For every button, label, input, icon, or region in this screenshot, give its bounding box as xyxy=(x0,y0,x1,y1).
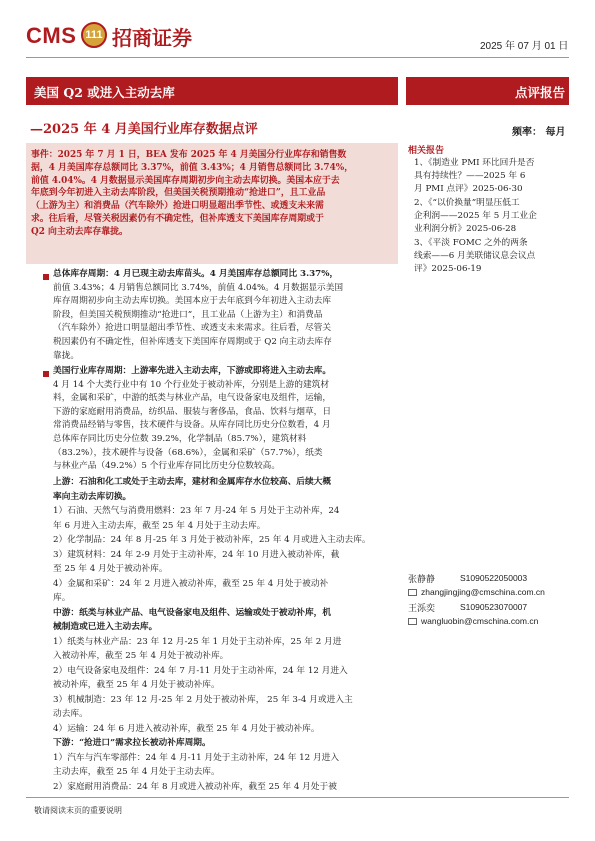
event-line: 事件：2025 年 7 月 1 日，BEA 发布 2025 年 4 月美国分行业库存和销售数 xyxy=(31,150,347,160)
detail-line: 械制造或已进入主动去库。 xyxy=(53,622,158,632)
analyst-email[interactable]: zhangjingjing@cmschina.com.cn xyxy=(421,587,545,597)
logo-badge-icon: 111 xyxy=(81,22,107,48)
related-report-item[interactable] xyxy=(414,157,574,196)
related-line: 线索——6 月美联储议息会议点 xyxy=(414,251,536,261)
detail-line: 入被动补库，截至 25 年 4 月处于被动补库。 xyxy=(53,651,229,661)
detail-line: 库。 xyxy=(53,593,71,603)
detail-line: 上游：石油和化工或处于主动去库，建材和金属库存水位较高、后续大概 xyxy=(53,477,331,487)
analyst-code: S1090523070007 xyxy=(460,602,528,612)
analyst-code: S1090522050003 xyxy=(460,573,528,583)
body-line: 库存周期初步向主动去库切换。美国本应于去年底到今年初进入主动去库 xyxy=(53,296,331,307)
bullet-icon xyxy=(43,274,49,280)
event-text xyxy=(31,149,393,239)
detail-line: 率向主动去库切换。 xyxy=(53,491,132,502)
detail-line: 2）家庭耐用消费品：24 年 8 月或进入被动补库，截至 25 年 4 月处于被 xyxy=(53,781,337,792)
body-line: 靠拢。 xyxy=(53,350,80,361)
detail-line: 4）金属和采矿：24 年 2 月进入被动补库，截至 25 年 4 月处于被动补 xyxy=(53,578,329,589)
detail-line: 中游：纸类与林业产品、电气设备家电及组件、运输或处于被动补库，机 xyxy=(53,607,331,618)
body-line: （汽车除外）抢进口明显超出季节性、或透支未来需求。往后看，尽管关 xyxy=(53,323,331,334)
body-line: 与林业产品（49.2%）5 个行业库存同比历史分位数较高。 xyxy=(53,461,281,472)
detail-line: 至 25 年 4 月处于被动补库。 xyxy=(53,564,168,574)
report-subtitle: —2025 年 4 月美国行业库存数据点评 xyxy=(30,122,258,137)
header-divider xyxy=(26,57,569,58)
body-line: 美国行业库存周期：上游率先进入主动去库，下游或即将进入主动去库。 xyxy=(53,366,331,376)
section-overall-inventory xyxy=(53,268,396,363)
body-line: 下游的家庭耐用消费品，纺织品、服装与奢侈品，食品、饮料与烟草，日 xyxy=(53,406,331,417)
related-line: 业利润分析》2025-06-28 xyxy=(414,224,517,234)
event-line: 年底到今年初进入主动去库阶段，但美国关税预期推动“抢进口”，且工业品 xyxy=(31,188,326,199)
section-details xyxy=(53,475,396,794)
body-line: 税因素仍有不确定性，但补库透支下美国库存周期或于 Q2 向主动去库存 xyxy=(53,336,332,347)
detail-line: 年 6 月进入主动去库，截至 25 年 4 月处于主动去库。 xyxy=(53,520,266,531)
detail-line: 3）机械制造：23 年 12 月-25 年 2 月处于被动补库， 25 年 3-4 月或进入主 xyxy=(53,694,353,705)
event-line: Q2 向主动去库存靠拢。 xyxy=(31,226,128,237)
detail-line: 1）纸类与林业产品：23 年 12 月-25 年 1 月处于主动补库，25 年 2 月进 xyxy=(53,636,342,647)
event-line: 据，4 月美国库存总额同比 3.37%，前值 3.43%；4 月销售总额同比 3.74%， xyxy=(31,162,354,173)
analyst-email[interactable]: wangluobin@cmschina.com.cn xyxy=(421,616,539,626)
related-reports-title: 相关报告 xyxy=(408,146,445,156)
detail-line: 2）电气设备家电及组件：24 年 7 月-11 月处于主动补库，24 年 12 月进入 xyxy=(53,665,348,676)
related-line: 企利润——2025 年 5 月工业企 xyxy=(414,211,537,221)
detail-line: 被动补库，截至 25 年 4 月处于被动补库。 xyxy=(53,680,220,690)
detail-line: 1）汽车与汽车零部件：24 年 4 月-11 月处于主动补库，24 年 12 月进入 xyxy=(53,752,340,763)
analyst-name: 张静静 xyxy=(408,575,436,585)
detail-line: 主动去库，截至 25 年 4 月处于主动去库。 xyxy=(53,767,220,777)
related-line: 月 PMI 点评》2025-06-30 xyxy=(414,184,523,194)
body-line: 总体库存同比历史分位数 39.2%，化学制品（85.7%），建筑材料 xyxy=(53,433,307,444)
email-icon xyxy=(408,589,417,596)
event-line: 求。往后看，尽管关税因素仍有不确定性，但补库透支下美国库存周期或于 xyxy=(31,213,324,224)
detail-line: 下游：“抢进口”需求拉长被动补库周期。 xyxy=(53,738,211,748)
detail-line: 3）建筑材料：24 年 2-9 月处于主动补库，24 年 10 月进入被动补库，截 xyxy=(53,549,340,560)
frequency-label: 频率： 每月 xyxy=(512,127,566,138)
footer-disclaimer: 敬请阅读末页的重要说明 xyxy=(34,806,122,815)
related-report-item[interactable] xyxy=(414,237,574,276)
event-line: 前值 4.04%。4 月数据显示美国库存周期初步向主动去库切换。美国本应于去 xyxy=(31,175,340,186)
related-report-item[interactable] xyxy=(414,197,574,236)
body-line: 前值 3.43%；4 月销售总额同比 3.74%，前值 4.04%。4 月数据显示美国 xyxy=(53,282,344,293)
report-type-tag: 点评报告 xyxy=(515,85,566,100)
detail-line: 1）石油、天然气与消费用燃料：23 年 7 月-24 年 5 月处于主动补库，24 xyxy=(53,506,340,516)
detail-line: 4）运输：24 年 6 月进入被动补库，截至 25 年 4 月处于被动补库。 xyxy=(53,723,320,734)
body-line: （83.2%），技术硬件与设备（68.6%），金属和采矿（57.7%），纸类 xyxy=(53,447,323,458)
related-line: 3、《平淡 FOMC 之外的两条 xyxy=(414,238,528,248)
detail-line: 动去库。 xyxy=(53,709,88,719)
bullet-icon xyxy=(43,371,49,377)
related-line: 1、《制造业 PMI 环比回升是否 xyxy=(414,158,535,168)
event-line: （上游为主）和消费品（汽车除外）抢进口明显超出季节性、或透支未来需 xyxy=(31,201,324,212)
detail-line: 2）化学制品：24 年 8 月-25 年 3 月处于被动补库，25 年 4 月或进入主动去库。 xyxy=(53,535,371,545)
logo-chinese-name: 招商证券 xyxy=(112,26,192,50)
report-title: 美国 Q2 或进入主动去库 xyxy=(34,85,175,100)
analyst-name: 王泺奕 xyxy=(408,604,436,614)
body-line: 4 月 14 个大类行业中有 10 个行业处于被动补库，分别是上游的建筑材 xyxy=(53,379,330,390)
footer-divider xyxy=(26,797,569,798)
report-date: 2025 年 07 月 01 日 xyxy=(480,41,569,52)
body-line: 阶段，但美国关税预期推动“抢进口”，且工业品（上游为主）和消费品 xyxy=(53,309,323,320)
email-icon xyxy=(408,618,417,625)
related-line: 2、《“以价换量”明显压低工 xyxy=(414,198,520,208)
related-line: 具有持续性？——2025 年 6 xyxy=(414,171,526,181)
body-line: 常消费品经销与零售，技术硬件与设备。从库存同比历史分位数看，4 月 xyxy=(53,420,331,431)
section-industry-inventory xyxy=(53,365,396,474)
body-line: 料，金属和采矿，中游的纸类与林业产品，电气设备家电及组件，运输， xyxy=(53,393,331,404)
related-line: 评》2025-06-19 xyxy=(414,264,482,274)
logo-cms: CMS xyxy=(26,23,77,48)
body-line: 总体库存周期：4 月已现主动去库苗头。4 月美国库存总额同比 3.37%， xyxy=(53,269,339,279)
